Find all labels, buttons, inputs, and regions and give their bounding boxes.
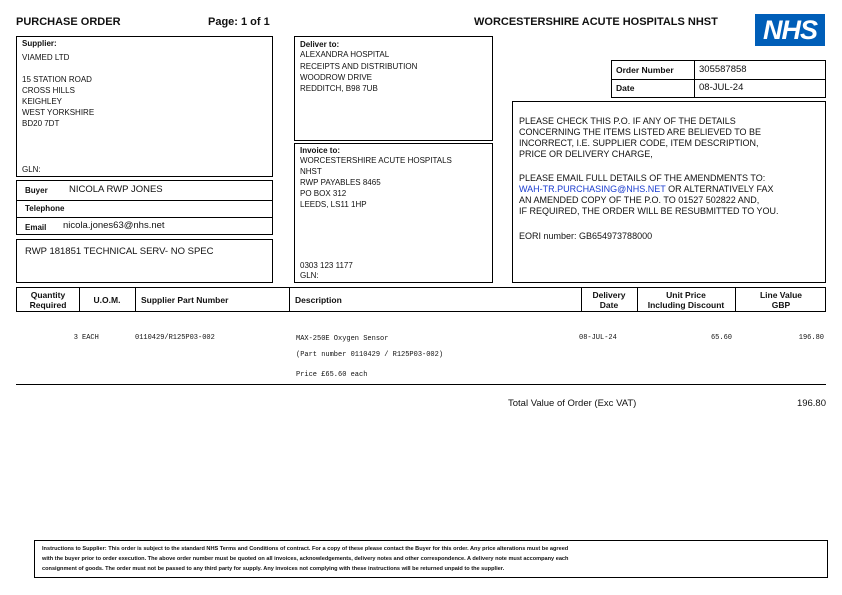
instructions-line: consignment of goods. The order must not be passed to any third party for supply. Any invoices not complying with these instructions will be returned unpaid to the supplier.	[42, 566, 505, 572]
reference-box	[16, 239, 273, 283]
document-title: PURCHASE ORDER	[16, 16, 121, 28]
supplier-address-line: CROSS HILLS	[22, 86, 75, 95]
row-description-part-number: (Part number 0110429 / R125P03-002)	[296, 351, 444, 359]
notice-text-line: IF REQUIRED, THE ORDER WILL BE RESUBMITTED TO YOU.	[519, 206, 779, 216]
header-unit-price: Unit Price Including Discount	[647, 290, 725, 310]
supplier-label: Supplier:	[22, 39, 57, 48]
supplier-name: VIAMED LTD	[22, 53, 70, 62]
row-description: MAX-250E Oxygen Sensor	[296, 335, 389, 343]
notice-text-line: PLEASE EMAIL FULL DETAILS OF THE AMENDMENTS TO:	[519, 173, 766, 183]
order-date: 08-JUL-24	[699, 82, 744, 93]
supplier-gln-label: GLN:	[22, 165, 41, 174]
row-supplier-part: 0110429/R125P03-002	[135, 334, 215, 342]
invoice-address-line: NHST	[300, 167, 322, 176]
deliver-address-line: RECEIPTS AND DISTRIBUTION	[300, 62, 418, 71]
row-unit-price: 65.60	[710, 334, 732, 342]
row-description-price: Price £65.60 each	[296, 371, 368, 379]
instructions-line: with the buyer prior to order execution. The above order number must be quoted on all invoices, acknowledgements, delivery notes and other correspondence. A delivery note must accompany each	[42, 556, 569, 562]
header-supplier-part: Supplier Part Number	[141, 295, 229, 305]
order-info-box	[611, 60, 826, 98]
supplier-address-line: WEST YORKSHIRE	[22, 108, 95, 117]
buyer-label: Buyer	[25, 186, 48, 195]
nhs-logo: NHS	[755, 14, 825, 46]
supplier-address-line: KEIGHLEY	[22, 97, 63, 106]
deliver-to-box	[294, 36, 493, 141]
buyer-email[interactable]: nicola.jones63@nhs.net	[63, 220, 165, 231]
notice-email-line: WAH-TR.PURCHASING@NHS.NET OR ALTERNATIVELY FAX	[519, 184, 774, 194]
supplier-address-line: BD20 7DT	[22, 119, 60, 128]
notice-text-line: INCORRECT, I.E. SUPPLIER CODE, ITEM DESCRIPTION,	[519, 138, 759, 148]
header-delivery-date: Delivery Date	[592, 290, 626, 310]
telephone-label: Telephone	[25, 204, 65, 213]
supplier-instructions-box	[34, 540, 828, 578]
page-indicator: Page: 1 of 1	[208, 16, 270, 28]
invoice-to-label: Invoice to:	[300, 146, 341, 155]
order-number: 305587858	[699, 64, 747, 75]
deliver-address-line: ALEXANDRA HOSPITAL	[300, 50, 390, 59]
eori-number: EORI number: GB654973788000	[519, 231, 653, 241]
email-label: Email	[25, 223, 47, 232]
buyer-name: NICOLA RWP JONES	[69, 184, 163, 195]
organisation-name: WORCESTERSHIRE ACUTE HOSPITALS NHST	[474, 16, 718, 28]
invoice-address-line: RWP PAYABLES 8465	[300, 178, 381, 187]
invoice-phone: 0303 123 1177	[300, 261, 353, 270]
invoice-address-line: WORCESTERSHIRE ACUTE HOSPITALS	[300, 156, 452, 165]
header-uom: U.O.M.	[93, 295, 121, 305]
order-number-label: Order Number	[616, 65, 674, 75]
supplier-box	[16, 36, 273, 177]
items-table-header	[16, 287, 826, 312]
supplier-address-line: 15 STATION ROAD	[22, 75, 92, 84]
deliver-to-label: Deliver to:	[300, 40, 340, 49]
row-delivery-date: 08-JUL-24	[579, 334, 617, 342]
total-label: Total Value of Order (Exc VAT)	[508, 398, 637, 409]
order-reference: RWP 181851 TECHNICAL SERV- NO SPEC	[25, 246, 214, 257]
amendment-notice-box	[512, 101, 826, 283]
invoice-gln-label: GLN:	[300, 271, 319, 280]
header-line-value: Line Value GBP	[759, 290, 803, 310]
row-line-value: 196.80	[798, 334, 824, 342]
row-quantity: 3	[73, 334, 78, 342]
invoice-address-line: LEEDS, LS11 1HP	[300, 200, 367, 209]
invoice-to-box	[294, 143, 493, 283]
table-bottom-rule	[16, 384, 826, 385]
total-value: 196.80	[796, 398, 826, 409]
buyer-box	[16, 180, 273, 235]
deliver-address-line: WOODROW DRIVE	[300, 73, 372, 82]
notice-text-line: CONCERNING THE ITEMS LISTED ARE BELIEVED TO BE	[519, 127, 762, 137]
notice-text-line: PLEASE CHECK THIS P.O. IF ANY OF THE DETAILS	[519, 116, 736, 126]
table-row	[16, 332, 826, 384]
notice-text-line: PRICE OR DELIVERY CHARGE,	[519, 149, 653, 159]
order-date-label: Date	[616, 83, 635, 93]
notice-text-line: AN AMENDED COPY OF THE P.O. TO 01527 502822 AND,	[519, 195, 760, 205]
header-description: Description	[295, 295, 342, 305]
invoice-address-line: PO BOX 312	[300, 189, 347, 198]
row-uom: EACH	[82, 334, 99, 342]
instructions-line: Instructions to Supplier: This order is subject to the standard NHS Terms and Conditions of contract. For a copy of these please contact the Buyer for this order. Any price alterations must be agreed	[42, 546, 569, 552]
deliver-address-line: REDDITCH, B98 7UB	[300, 84, 378, 93]
purchasing-email-link[interactable]: WAH-TR.PURCHASING@NHS.NET	[519, 184, 666, 194]
header-quantity: Quantity Required	[29, 290, 67, 310]
